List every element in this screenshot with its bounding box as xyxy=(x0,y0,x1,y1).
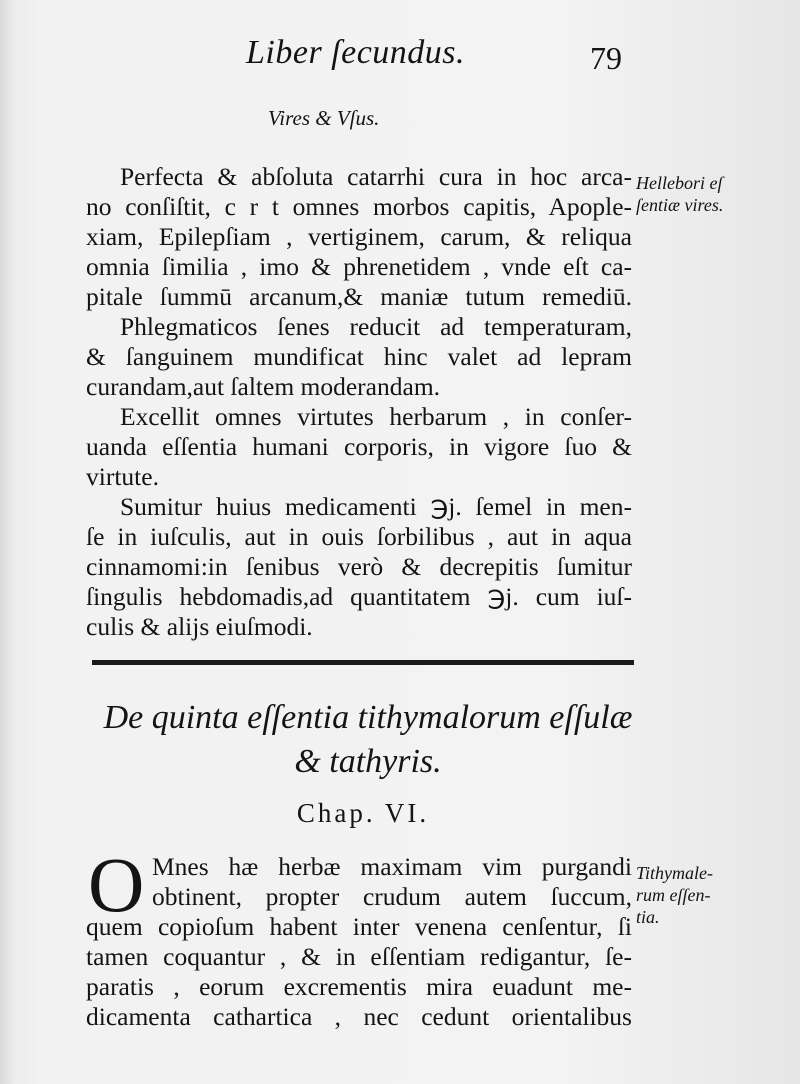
section-divider-rule xyxy=(92,660,634,665)
text-line: xiam, Epilepſiam , vertiginem, carum, & reliqua xyxy=(86,222,632,251)
section-title-line2: & tathyris. xyxy=(294,743,442,780)
text-line: tamen coquantur , & in eſſentiam redigantur, ſe- xyxy=(86,942,632,971)
text-line: culis & alijs eiuſmodi. xyxy=(86,612,313,641)
chapter-heading: Chap. VI. xyxy=(296,798,430,828)
text-line: Phlegmaticos ſenes reducit ad temperaturam, xyxy=(120,312,632,341)
text-line: ſingulis hebdomadis,ad quantitatem ℈j. cum iuſ- xyxy=(86,582,632,611)
text-line: ſe in iuſculis, aut in ouis ſorbilibus , aut in aqua xyxy=(86,522,632,551)
margin-note-line: tia. xyxy=(636,907,660,927)
text-line: dicamenta cathartica , nec cedunt orientalibus xyxy=(86,1002,632,1031)
section-title-line1: De quinta eſſentia tithymalorum eſſulæ xyxy=(103,699,633,736)
margin-note-tithymalorum xyxy=(636,862,786,928)
running-header-title: Liber ſecundus. xyxy=(246,34,466,71)
margin-note-line: Tithymale- xyxy=(636,863,713,883)
margin-note-line: Hellebori eſ xyxy=(636,173,723,193)
text-line: curandam,aut ſaltem moderandam. xyxy=(86,372,441,401)
margin-note-line: rum eſſen- xyxy=(636,885,711,905)
margin-note-hellebori xyxy=(636,172,786,216)
section-subheading: Vires & Vſus. xyxy=(268,106,380,130)
text-line: obtinent, propter crudum autem ſuccum, xyxy=(152,882,632,911)
text-line: virtute. xyxy=(86,462,159,491)
text-line: & ſanguinem mundificat hinc valet ad lepram xyxy=(86,342,632,371)
text-line: Excellit omnes virtutes herbarum , in conſer- xyxy=(120,402,632,431)
page-number: 79 xyxy=(590,40,622,76)
text-line: cinnamomi:in ſenibus verò & decrepitis ſumitur xyxy=(86,552,632,581)
text-line: paratis , eorum excrementis mira euadunt me- xyxy=(86,972,632,1001)
text-line: quem copioſum habent inter venena cenſentur, ſi xyxy=(86,912,632,941)
text-line: Sumitur huius medicamenti ℈j. ſemel in men- xyxy=(120,492,632,521)
text-line: Perfecta & abſoluta catarrhi cura in hoc arca- xyxy=(120,162,632,191)
text-line: uanda eſſentia humani corporis, in vigore ſuo & xyxy=(86,432,632,461)
text-line: pitale ſummū arcanum,& maniæ tutum remediū. xyxy=(86,282,632,311)
drop-cap: O xyxy=(88,841,145,928)
text-line: no conſiſtit, c r t omnes morbos capitis, Apople- xyxy=(86,192,632,221)
text-line: Mnes hæ herbæ maximam vim purgandi xyxy=(152,852,632,881)
margin-note-line: ſentiæ vires. xyxy=(636,195,724,215)
text-line: omnia ſimilia , imo & phrenetidem , vnde eſt ca- xyxy=(86,252,632,281)
